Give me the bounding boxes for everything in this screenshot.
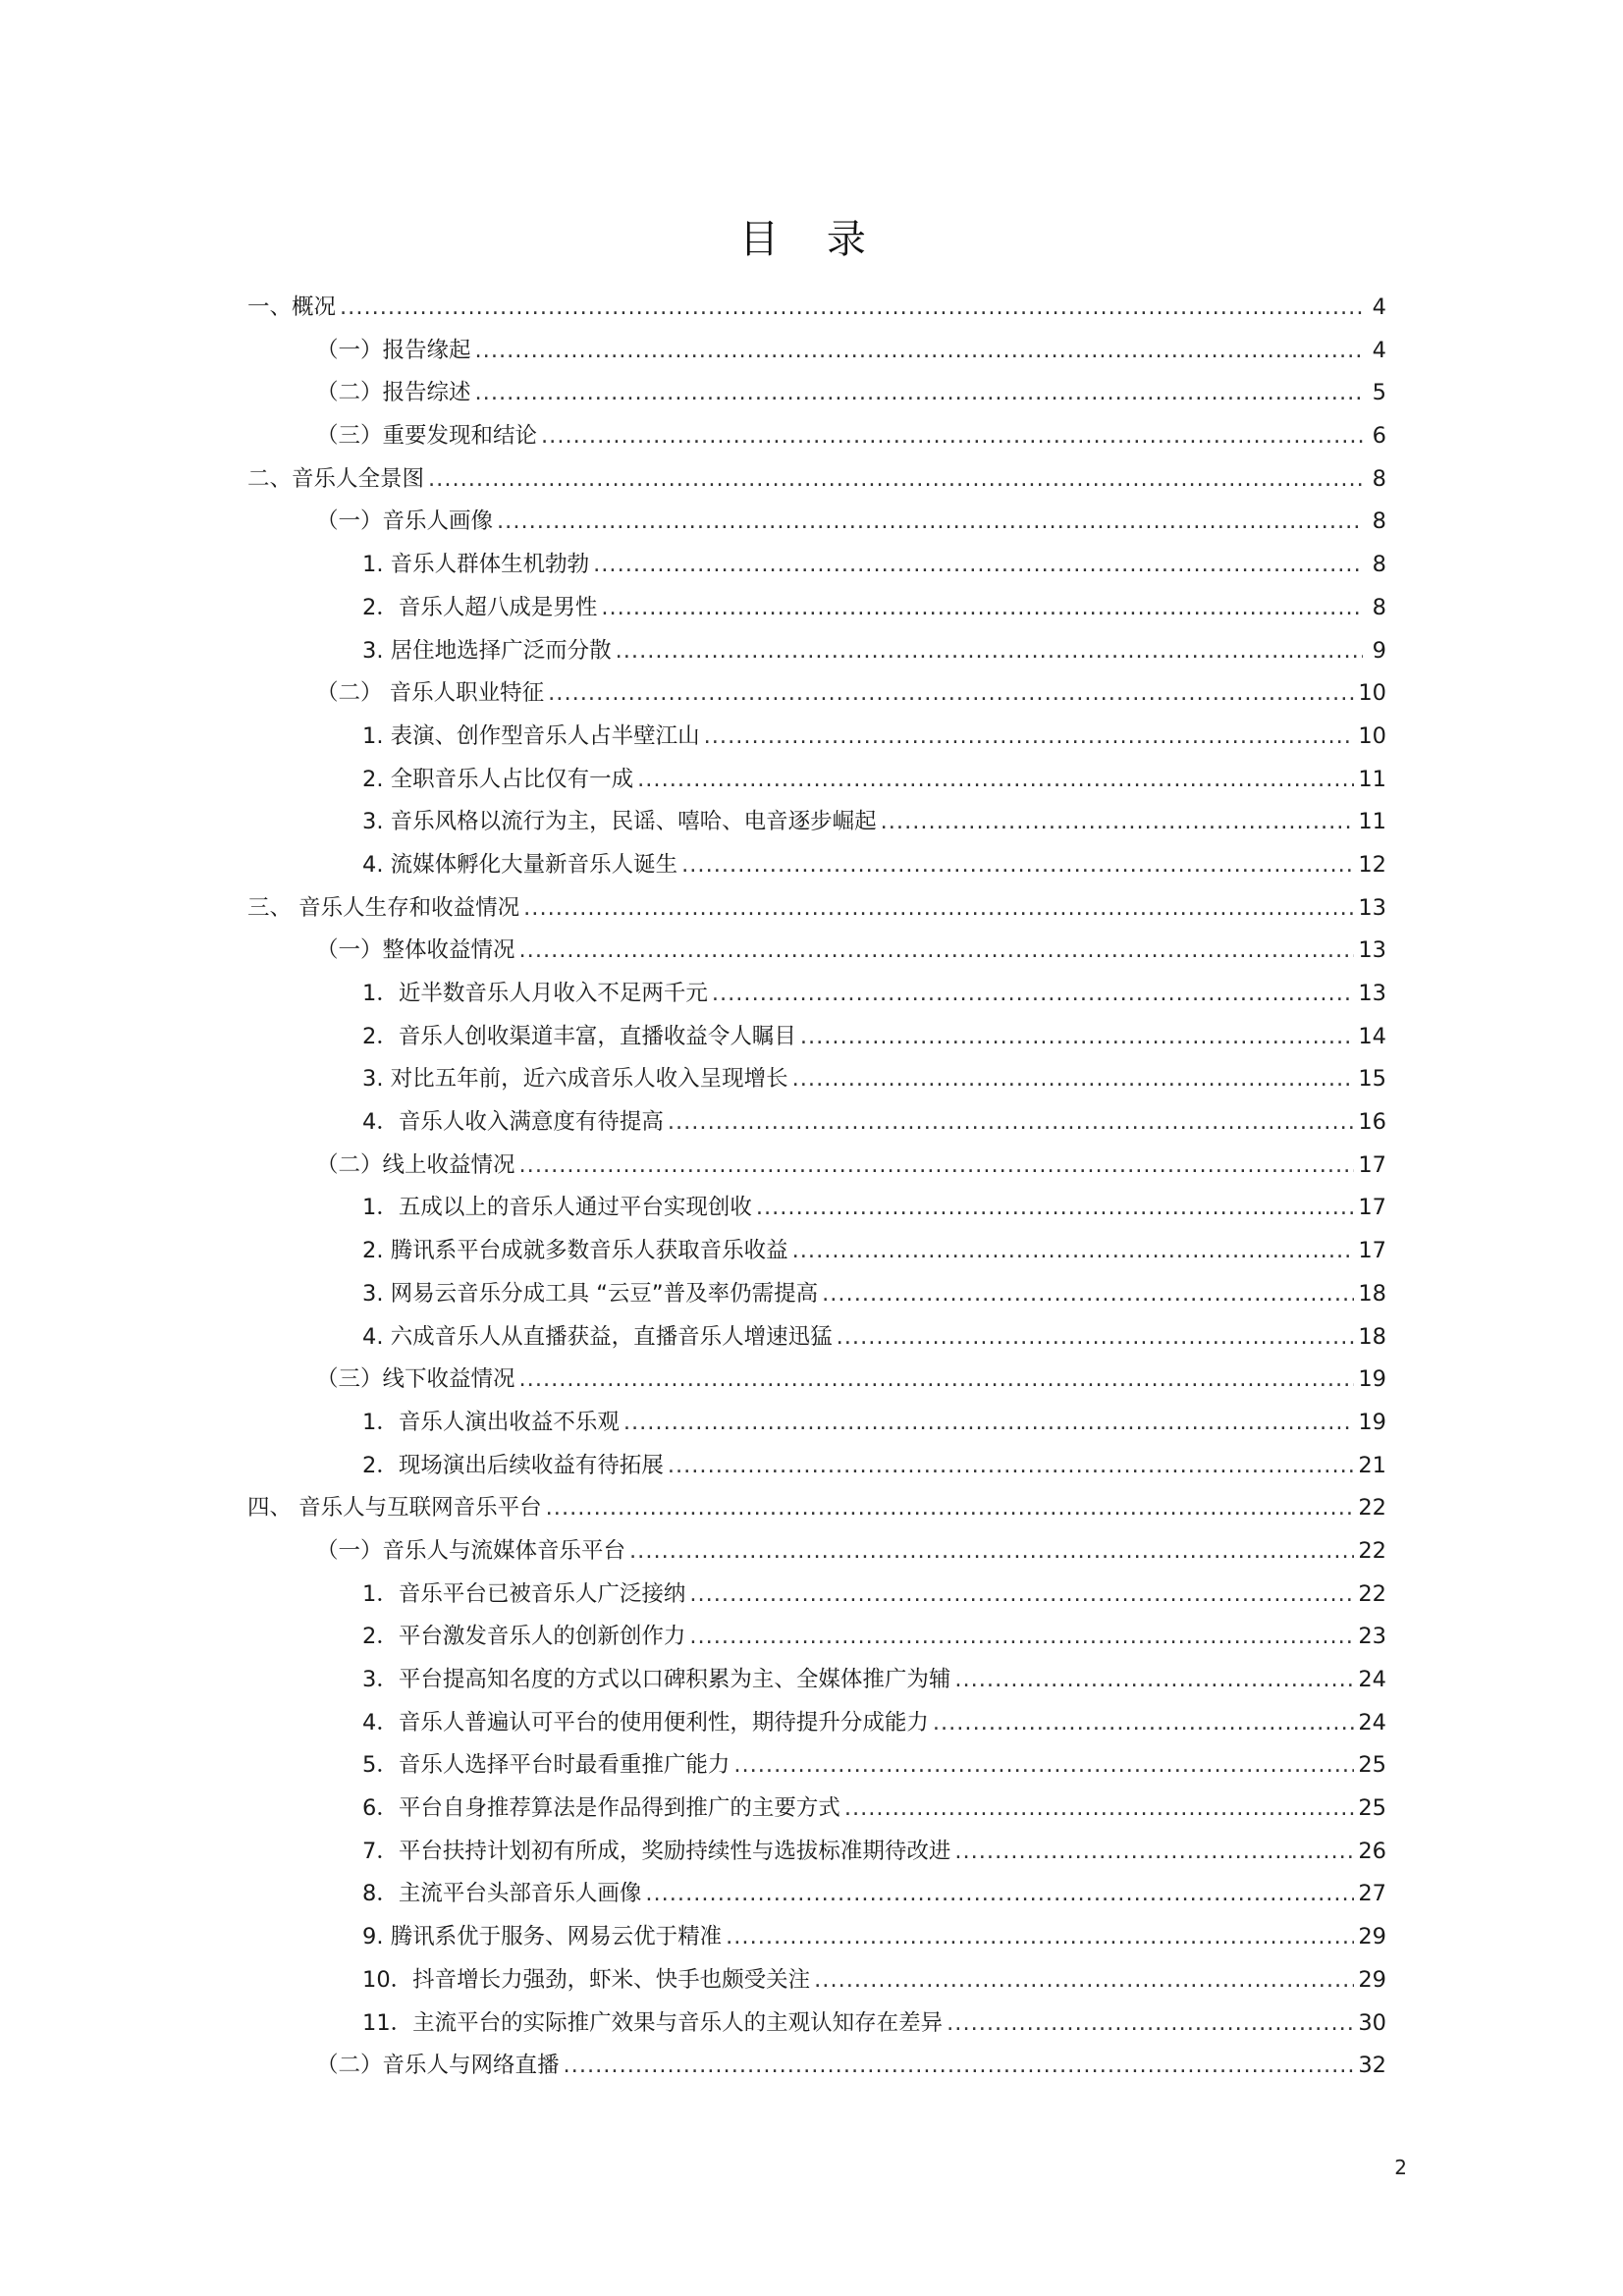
toc-entry-page: 26 [1358,1838,1386,1864]
toc-entry-label: 2. 全职音乐人占比仅有一成 [362,766,634,792]
toc-dot-leader [541,415,1363,458]
toc-entry-page: 11 [1358,766,1386,792]
toc-entry-page: 19 [1358,1366,1386,1393]
toc-entry[interactable] [247,844,1386,887]
toc-entry-page: 18 [1358,1323,1386,1350]
toc-entry-label: 4. 流媒体孵化大量新音乐人诞生 [362,851,678,878]
toc-entry[interactable] [247,973,1386,1016]
toc-entry[interactable] [247,1831,1386,1874]
toc-entry[interactable] [247,887,1386,931]
toc-entry[interactable] [247,1359,1386,1402]
toc-dot-leader [616,630,1363,673]
toc-entry-label: （一）报告缘起 [316,337,471,363]
toc-entry-page: 30 [1358,2009,1386,2036]
toc-entry[interactable] [247,1616,1386,1659]
toc-dot-leader [954,1831,1354,1874]
toc-entry-page: 10 [1358,722,1386,749]
toc-entry[interactable] [247,1959,1386,2002]
toc-entry-label: 3. 对比五年前，近六成音乐人收入呈现增长 [362,1066,788,1093]
toc-entry[interactable] [247,1702,1386,1745]
toc-entry-label: 三、 音乐人生存和收益情况 [247,894,520,921]
toc-dot-leader [645,1873,1354,1916]
toc-entry-page: 25 [1358,1795,1386,1822]
toc-title: 目 录 [739,217,884,262]
toc-dot-leader [712,973,1355,1016]
toc-entry-page: 13 [1358,937,1386,964]
toc-dot-leader [475,372,1363,415]
toc-entry[interactable] [247,544,1386,587]
toc-entry[interactable] [247,1788,1386,1831]
toc-entry-label: 1．音乐人演出收益不乐观 [362,1409,620,1435]
toc-entry-page: 8 [1372,465,1386,492]
toc-entry-label: （三）线下收益情况 [316,1366,515,1393]
toc-entry-page: 29 [1358,1966,1386,1993]
toc-entry[interactable] [247,1574,1386,1617]
toc-entry[interactable] [247,501,1386,544]
toc-entry-label: （三）重要发现和结论 [316,423,538,450]
toc-dot-leader [681,844,1354,887]
toc-entry-label: 2．现场演出后续收益有待拓展 [362,1452,664,1478]
toc-entry[interactable] [247,1230,1386,1273]
toc-entry-page: 22 [1358,1537,1386,1564]
toc-entry[interactable] [247,1058,1386,1101]
toc-entry-label: 四、 音乐人与互联网音乐平台 [247,1495,542,1522]
toc-entry[interactable] [247,458,1386,502]
toc-entry[interactable] [247,287,1386,330]
toc-entry-page: 22 [1358,1495,1386,1522]
toc-dot-leader [546,1487,1355,1530]
toc-entry[interactable] [247,1316,1386,1360]
toc-entry[interactable] [247,1659,1386,1702]
toc-entry-label: 10．抖音增长力强劲，虾米、快手也颇受关注 [362,1966,811,1993]
toc-entry[interactable] [247,716,1386,759]
toc-entry-label: 1．音乐平台已被音乐人广泛接纳 [362,1580,686,1607]
toc-entry[interactable] [247,1916,1386,1959]
toc-entry-page: 29 [1358,1924,1386,1950]
toc-entry-page: 6 [1372,423,1386,450]
toc-entry-label: 2．音乐人超八成是男性 [362,594,598,620]
toc-entry[interactable] [247,2045,1386,2088]
toc-entry-label: （二）音乐人与网络直播 [316,2053,560,2079]
toc-dot-leader [756,1187,1355,1230]
toc-entry-label: 1．近半数音乐人月收入不足两千元 [362,981,708,1006]
toc-entry-label: （二）报告综述 [316,380,471,406]
toc-dot-leader [564,2045,1355,2088]
toc-dot-leader [629,1530,1354,1574]
toc-entry-label: 6．平台自身推荐算法是作品得到推广的主要方式 [362,1795,840,1822]
toc-entry-page: 14 [1358,1023,1386,1049]
toc-entry-label: 11．主流平台的实际推广效果与音乐人的主观认知存在差异 [362,2009,944,2036]
toc-entry-label: （一）音乐人与流媒体音乐平台 [316,1537,626,1564]
toc-entry-label: （二）线上收益情况 [316,1151,515,1178]
toc-dot-leader [519,1145,1355,1188]
toc-dot-leader [689,1574,1354,1617]
toc-entry-label: 3. 音乐风格以流行为主，民谣、嘻哈、电音逐步崛起 [362,809,877,835]
toc-dot-leader [814,1959,1354,2002]
toc-entry[interactable] [247,415,1386,458]
toc-entry-label: 2. 腾讯系平台成就多数音乐人获取音乐收益 [362,1238,788,1264]
toc-dot-leader [601,587,1363,630]
toc-entry[interactable] [247,1101,1386,1145]
toc-dot-leader [519,1359,1355,1402]
toc-dot-leader [548,672,1354,716]
toc-dot-leader [668,1445,1355,1488]
toc-entry[interactable] [247,2002,1386,2046]
toc-dot-leader [623,1402,1355,1445]
toc-entry[interactable] [247,1187,1386,1230]
toc-entry-page: 8 [1372,552,1386,578]
toc-entry-label: 4．音乐人收入满意度有待提高 [362,1109,664,1136]
toc-dot-leader [475,330,1363,373]
toc-entry-page: 17 [1358,1151,1386,1178]
toc-entry-page: 13 [1358,894,1386,921]
toc-entry-page: 21 [1358,1452,1386,1478]
toc-dot-leader [726,1916,1354,1959]
toc-entry-label: 二、音乐人全景图 [247,465,425,492]
toc-entry[interactable] [247,630,1386,673]
toc-dot-leader [792,1230,1355,1273]
toc-dot-leader [822,1273,1354,1316]
toc-dot-leader [837,1316,1355,1360]
toc-entry[interactable] [247,1402,1386,1445]
toc-entry-label: 4．音乐人普遍认可平台的使用便利性，期待提升分成能力 [362,1709,929,1735]
toc-dot-leader [947,2002,1354,2046]
toc-entry-page: 8 [1372,594,1386,620]
toc-entry[interactable] [247,1145,1386,1188]
toc-entry-label: 一、概况 [247,294,337,320]
toc-entry-label: 3. 居住地选择广泛而分散 [362,637,612,664]
toc-dot-leader [689,1616,1354,1659]
toc-entry-page: 24 [1358,1709,1386,1735]
toc-entry-label: 5．音乐人选择平台时最看重推广能力 [362,1752,730,1779]
toc-entry-page: 32 [1358,2053,1386,2079]
toc-entry-label: 4. 六成音乐人从直播获益，直播音乐人增速迅猛 [362,1323,833,1350]
toc-dot-leader [519,930,1355,973]
toc-entry-page: 17 [1358,1238,1386,1264]
toc-entry-page: 4 [1372,294,1386,320]
toc-entry-label: 8．主流平台头部音乐人画像 [362,1881,642,1907]
toc-entry-page: 22 [1358,1580,1386,1607]
toc-entry-page: 8 [1372,508,1386,535]
toc-entry-page: 23 [1358,1624,1386,1650]
toc-dot-leader [704,716,1355,759]
toc-entry-page: 5 [1372,380,1386,406]
toc-dot-leader [954,1659,1354,1702]
toc-entry-page: 16 [1358,1109,1386,1136]
toc-entry-label: 7．平台扶持计划初有所成，奖励持续性与选拔标准期待改进 [362,1838,951,1864]
toc-entry[interactable] [247,1873,1386,1916]
toc-entry-page: 11 [1358,809,1386,835]
toc-entry-page: 4 [1372,337,1386,363]
toc-dot-leader [593,544,1363,587]
toc-dot-leader [933,1702,1355,1745]
toc-dot-leader [792,1058,1355,1101]
toc-entry[interactable] [247,930,1386,973]
toc-entry-label: （一）音乐人画像 [316,508,494,535]
toc-entry[interactable] [247,1273,1386,1316]
toc-entry-label: 3. 网易云音乐分成工具 “云豆”普及率仍需提高 [362,1280,819,1307]
toc-dot-leader [844,1788,1355,1831]
toc-entry-page: 25 [1358,1752,1386,1779]
toc-entry-page: 9 [1372,637,1386,664]
toc-entry-page: 17 [1358,1195,1386,1221]
toc-entry-label: 1．五成以上的音乐人通过平台实现创收 [362,1195,752,1221]
toc-entry-label: 1. 音乐人群体生机勃勃 [362,552,590,578]
toc-entry[interactable] [247,1487,1386,1530]
toc-entry-page: 18 [1358,1280,1386,1307]
toc-entry-label: 2．音乐人创收渠道丰富，直播收益令人瞩目 [362,1023,796,1049]
toc-dot-leader [637,759,1354,802]
toc-entry[interactable] [247,759,1386,802]
toc-entry-label: （二） 音乐人职业特征 [316,680,545,707]
toc-dot-leader [668,1101,1355,1145]
toc-entry-label: 2．平台激发音乐人的创新创作力 [362,1624,686,1650]
toc-dot-leader [428,458,1363,502]
toc-entry[interactable] [247,587,1386,630]
toc-entry[interactable] [247,1744,1386,1788]
toc-entry-label: 9. 腾讯系优于服务、网易云优于精准 [362,1924,723,1950]
toc-entry-page: 13 [1358,981,1386,1006]
toc-entry-label: （一）整体收益情况 [316,937,515,964]
toc-dot-leader [523,887,1354,931]
toc-dot-leader [497,501,1363,544]
toc-dot-leader [800,1016,1355,1059]
toc-entry[interactable] [247,672,1386,716]
toc-dot-leader [340,287,1363,330]
toc-entry-page: 10 [1358,680,1386,707]
toc-entry-page: 24 [1358,1667,1386,1692]
toc-entry[interactable] [247,1530,1386,1574]
toc-entry-label: 1. 表演、创作型音乐人占半壁江山 [362,722,700,749]
toc-entry-label: 3．平台提高知名度的方式以口碑积累为主、全媒体推广为辅 [362,1667,951,1692]
toc-dot-leader [733,1744,1354,1788]
table-of-contents [247,287,1386,2088]
toc-entry[interactable] [247,1445,1386,1488]
toc-entry[interactable] [247,330,1386,373]
page-number: 2 [1394,2156,1407,2179]
toc-entry[interactable] [247,372,1386,415]
toc-entry[interactable] [247,801,1386,844]
toc-entry-page: 12 [1358,851,1386,878]
toc-entry-page: 27 [1358,1881,1386,1907]
toc-dot-leader [881,801,1355,844]
toc-entry-page: 19 [1358,1409,1386,1435]
toc-entry[interactable] [247,1016,1386,1059]
toc-entry-page: 15 [1358,1066,1386,1093]
